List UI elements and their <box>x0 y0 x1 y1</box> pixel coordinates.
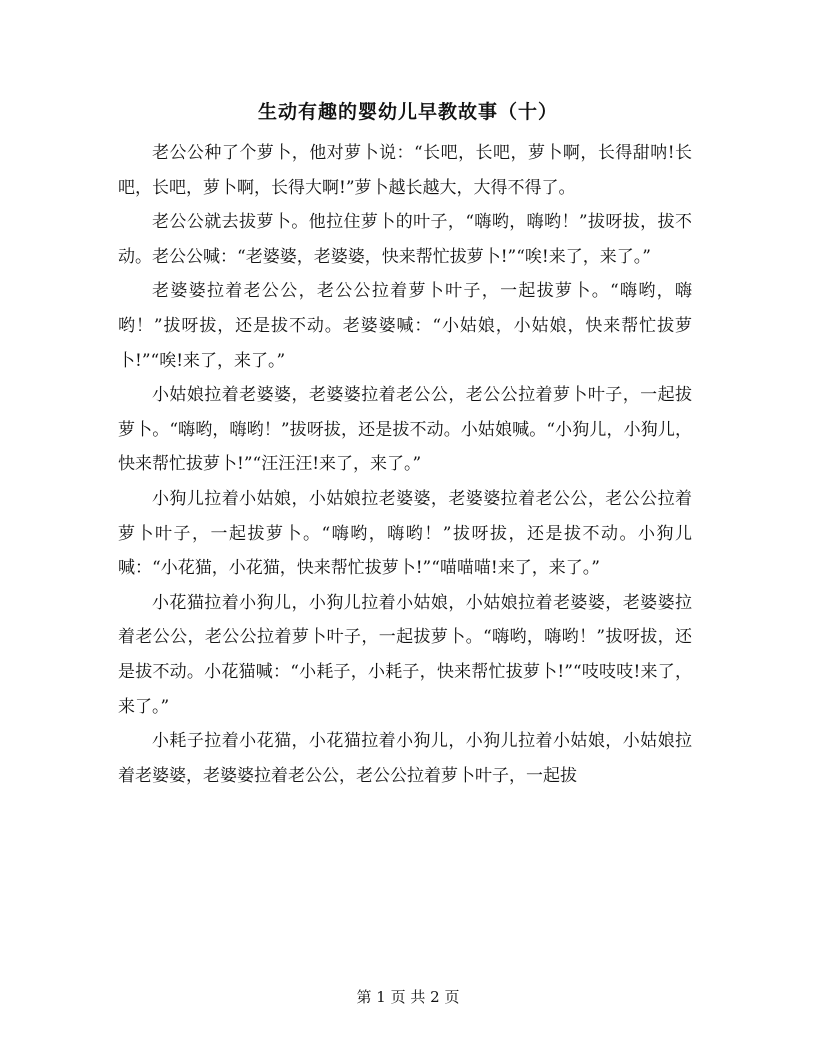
document-title: 生动有趣的婴幼儿早教故事（十） <box>257 101 558 123</box>
paragraph: 小耗子拉着小花猫，小花猫拉着小狗儿，小狗儿拉着小姑娘，小姑娘拉着老婆婆，老婆婆拉着老公公，老公公拉着萝卜叶子，一起拔 <box>118 731 692 786</box>
page-number-footer: 第 1 页 共 2 页 <box>356 988 460 1006</box>
paragraph: 老公公种了个萝卜，他对萝卜说：“长吧，长吧，萝卜啊，长得甜呐!长吧，长吧，萝卜啊，长得大啊!”萝卜越长越大，大得不得了。 <box>118 143 692 198</box>
paragraph: 老婆婆拉着老公公，老公公拉着萝卜叶子，一起拔萝卜。“嗨哟，嗨哟！”拔呀拔，还是拔不动。老婆婆喊：“小姑娘，小姑娘，快来帮忙拔萝卜!”“唉!来了，来了。” <box>118 281 692 371</box>
paragraph: 小姑娘拉着老婆婆，老婆婆拉着老公公，老公公拉着萝卜叶子，一起拔萝卜。“嗨哟，嗨哟！”拔呀拔，还是拔不动。小姑娘喊。“小狗儿，小狗儿，快来帮忙拔萝卜!”“汪汪汪!来了，来了。” <box>118 385 692 475</box>
paragraph: 老公公就去拔萝卜。他拉住萝卜的叶子，“嗨哟，嗨哟！”拔呀拔，拔不动。老公公喊：“老婆婆，老婆婆，快来帮忙拔萝卜!”“唉!来了，来了。” <box>118 212 692 267</box>
document-body <box>118 136 692 793</box>
paragraph: 小花猫拉着小狗儿，小狗儿拉着小姑娘，小姑娘拉着老婆婆，老婆婆拉着老公公，老公公拉着萝卜叶子，一起拔萝卜。“嗨哟，嗨哟！”拔呀拔，还是拔不动。小花猫喊：“小耗子，小耗子，快来帮忙拔萝卜!”“吱吱吱!来了，来了。” <box>118 592 692 717</box>
paragraph: 小狗儿拉着小姑娘，小姑娘拉老婆婆，老婆婆拉着老公公，老公公拉着萝卜叶子，一起拔萝卜。“嗨哟，嗨哟！”拔呀拔，还是拔不动。小狗儿喊：“小花猫，小花猫，快来帮忙拔萝卜!”“喵喵喵!来了，来了。” <box>118 488 692 579</box>
